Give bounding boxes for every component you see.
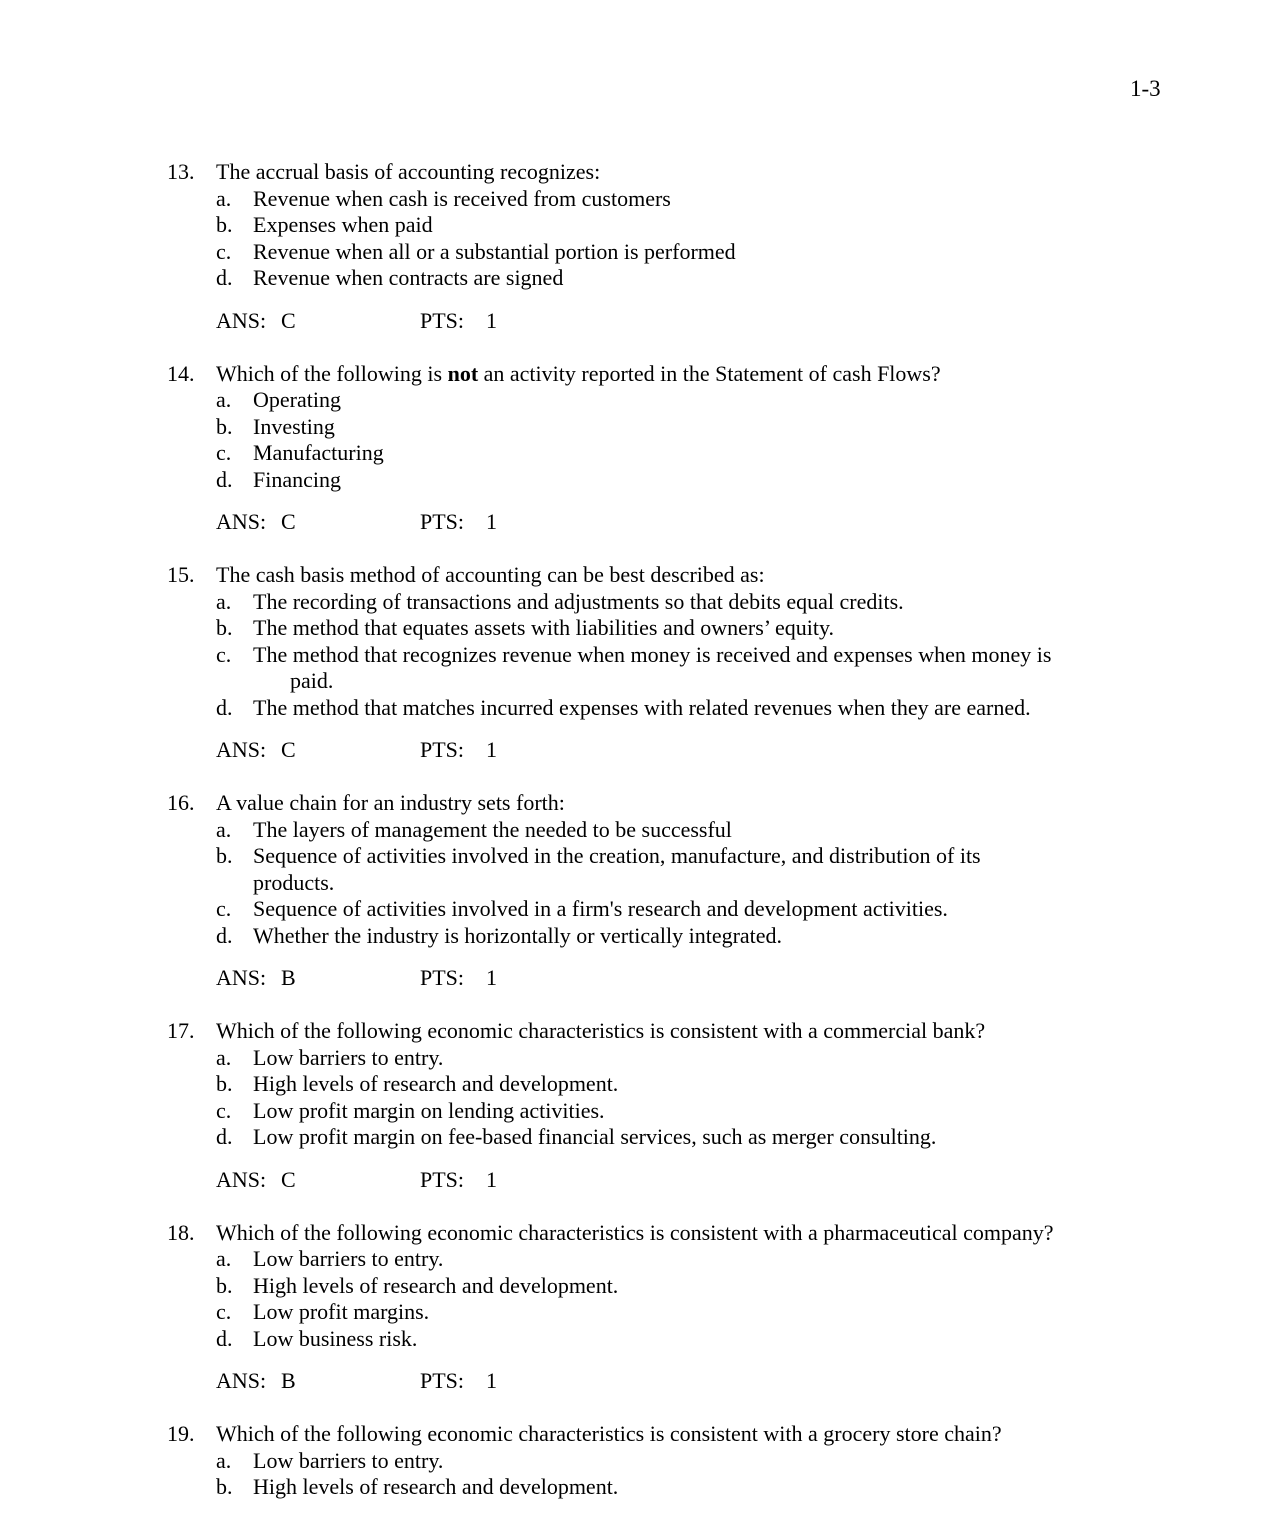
choice-text: Operating [253, 387, 341, 412]
answer-line [0, 1167, 1275, 1193]
choice-a [0, 1045, 1113, 1072]
choice-d [0, 467, 1113, 494]
choice-letter: a. [216, 1044, 232, 1070]
stem-text-continued: an activity reported in the Statement of cash Flows? [478, 360, 941, 386]
choice-letter: a. [216, 588, 232, 614]
choice-letter: d. [216, 922, 233, 948]
choice-d [0, 695, 1113, 722]
answer-line [0, 965, 1275, 991]
points-value: 1 [486, 965, 497, 990]
choice-letter: b. [216, 413, 233, 439]
choice-continuation: paid. [290, 668, 334, 693]
points-value: 1 [486, 737, 497, 762]
question-16 [0, 790, 1275, 991]
choice-text: Revenue when cash is received from customers [253, 185, 671, 211]
choice-b [0, 414, 1113, 441]
stem-text: The accrual basis of accounting recognizes: [216, 159, 601, 184]
choice-b [0, 615, 1113, 642]
choice-letter: d. [216, 1124, 233, 1149]
answer-label: ANS: [216, 307, 267, 333]
choice-letter: c. [216, 1299, 232, 1324]
answer-label: ANS: [216, 1166, 267, 1192]
choice-text: Sequence of activities involved in a firm's research and development activities. [253, 896, 948, 921]
question-15 [0, 562, 1275, 763]
choice-letter: d. [216, 466, 233, 492]
page-number: 1-3 [1130, 76, 1161, 101]
choice-a [0, 1448, 1113, 1475]
choice-letter: b. [216, 212, 233, 237]
choice-b [0, 1071, 1113, 1098]
choice-letter: c. [216, 896, 232, 921]
choice-text: Financing [253, 466, 341, 492]
choice-text: Low barriers to entry. [253, 1447, 444, 1473]
choice-letter: a. [216, 816, 232, 842]
question-stem [0, 790, 1116, 817]
answer-value: B [281, 1368, 296, 1393]
choice-a [0, 186, 1113, 213]
choice-text: The method that equates assets with liabilities and owners’ equity. [253, 615, 835, 640]
choice-text: Investing [253, 413, 335, 439]
question-17 [0, 1018, 1275, 1193]
choice-text: Manufacturing [253, 440, 384, 465]
choice-b [0, 212, 1113, 239]
choice-text: Revenue when all or a substantial portion is performed [253, 238, 736, 264]
answer-value: B [281, 965, 296, 990]
choice-letter: a. [216, 185, 232, 211]
choice-b [0, 1273, 1113, 1300]
answer-value: C [281, 307, 296, 333]
choice-letter: c. [216, 238, 232, 264]
choice-letter: b. [216, 1474, 233, 1499]
stem-text: Which of the following economic characteristics is consistent with a commercial bank? [216, 1018, 986, 1043]
answer-label: ANS: [216, 1368, 267, 1393]
answer-label: ANS: [216, 737, 267, 762]
choice-text: Low barriers to entry. [253, 1246, 444, 1271]
question-stem [0, 1220, 1116, 1247]
points-label: PTS: [420, 1166, 465, 1192]
answer-value: C [281, 1166, 296, 1192]
choice-text: Sequence of activities involved in the creation, manufacture, and distribution of its [253, 843, 981, 868]
choice-d [0, 265, 1113, 292]
choice-text: Low profit margins. [253, 1299, 430, 1324]
question-19 [0, 1421, 1275, 1501]
question-number: 18. [167, 1219, 195, 1245]
choice-letter: d. [216, 694, 233, 720]
choice-letter: b. [216, 843, 233, 868]
choice-text: The method that recognizes revenue when money is received and expenses when money is [253, 641, 1052, 667]
choice-c [0, 239, 1113, 266]
question-list [0, 159, 1275, 1528]
choice-b [0, 843, 1113, 870]
stem-text: Which of the following economic characteristics is consistent with a pharmaceutical company? [216, 1219, 1054, 1245]
choice-d [0, 1124, 1113, 1151]
choice-letter: b. [216, 1071, 233, 1096]
question-14 [0, 361, 1275, 536]
choice-text: Revenue when contracts are signed [253, 265, 564, 290]
question-stem [0, 361, 1116, 388]
choice-letter: c. [216, 641, 232, 667]
points-label: PTS: [420, 307, 465, 333]
answer-label: ANS: [216, 509, 267, 534]
choice-text: Low profit margin on lending activities. [253, 1097, 605, 1123]
choice-c [0, 1098, 1113, 1125]
question-18 [0, 1220, 1275, 1395]
answer-line [0, 509, 1275, 535]
question-number: 17. [167, 1018, 195, 1043]
points-value: 1 [486, 1166, 497, 1192]
choice-letter: a. [216, 1246, 232, 1271]
choice-d [0, 923, 1113, 950]
choice-letter: b. [216, 1272, 233, 1298]
question-number: 14. [167, 360, 195, 386]
question-stem [0, 1421, 1116, 1448]
question-stem [0, 159, 1116, 186]
choice-a [0, 817, 1113, 844]
answer-value: C [281, 737, 296, 762]
question-13 [0, 159, 1275, 334]
points-label: PTS: [420, 965, 465, 990]
choice-text: High levels of research and development. [253, 1474, 619, 1499]
points-value: 1 [486, 1368, 497, 1393]
choice-letter: a. [216, 387, 232, 412]
choice-text: High levels of research and development. [253, 1071, 619, 1096]
choice-c [0, 1299, 1113, 1326]
choice-letter: a. [216, 1447, 232, 1473]
choice-text: Low barriers to entry. [253, 1044, 444, 1070]
choice-text: Low business risk. [253, 1325, 418, 1351]
choice-a [0, 589, 1113, 616]
choice-text: The layers of management the needed to be successful [253, 816, 732, 842]
choice-letter: c. [216, 440, 232, 465]
choice-text: The recording of transactions and adjustments so that debits equal credits. [253, 588, 904, 614]
points-label: PTS: [420, 509, 465, 534]
choice-text: Low profit margin on fee-based financial services, such as merger consulting. [253, 1124, 937, 1149]
choice-letter: c. [216, 1097, 232, 1123]
choice-letter: d. [216, 265, 233, 290]
answer-line [0, 1368, 1275, 1394]
choice-letter: b. [216, 615, 233, 640]
choice-a [0, 1246, 1113, 1273]
question-number: 13. [167, 159, 195, 184]
points-value: 1 [486, 509, 497, 534]
choice-c [0, 896, 1113, 923]
stem-text: Which of the following economic characteristics is consistent with a grocery store chain? [216, 1421, 1002, 1446]
answer-line [0, 308, 1275, 334]
choice-a [0, 387, 1113, 414]
choice-c [0, 440, 1113, 467]
choice-c [0, 642, 1113, 669]
answer-line [0, 737, 1275, 763]
question-stem [0, 1018, 1116, 1045]
answer-value: C [281, 509, 296, 534]
question-number: 16. [167, 790, 195, 815]
stem-text: The cash basis method of accounting can be best described as: [216, 562, 765, 587]
choice-continuation: products. [253, 869, 335, 895]
answer-label: ANS: [216, 965, 267, 990]
question-number: 15. [167, 562, 195, 587]
points-label: PTS: [420, 1368, 465, 1393]
question-number: 19. [167, 1421, 195, 1446]
points-label: PTS: [420, 737, 465, 762]
stem-text: Which of the following is [216, 360, 448, 386]
question-stem [0, 562, 1116, 589]
choice-text: The method that matches incurred expenses with related revenues when they are earned. [253, 694, 1031, 720]
points-value: 1 [486, 307, 497, 333]
stem-text: A value chain for an industry sets forth: [216, 790, 565, 815]
choice-text: Expenses when paid [253, 212, 433, 237]
choice-b [0, 1474, 1113, 1501]
stem-emphasis: not [447, 360, 479, 386]
choice-text: Whether the industry is horizontally or vertically integrated. [253, 922, 783, 948]
choice-d [0, 1326, 1113, 1353]
choice-text: High levels of research and development. [253, 1272, 619, 1298]
choice-letter: d. [216, 1325, 233, 1351]
